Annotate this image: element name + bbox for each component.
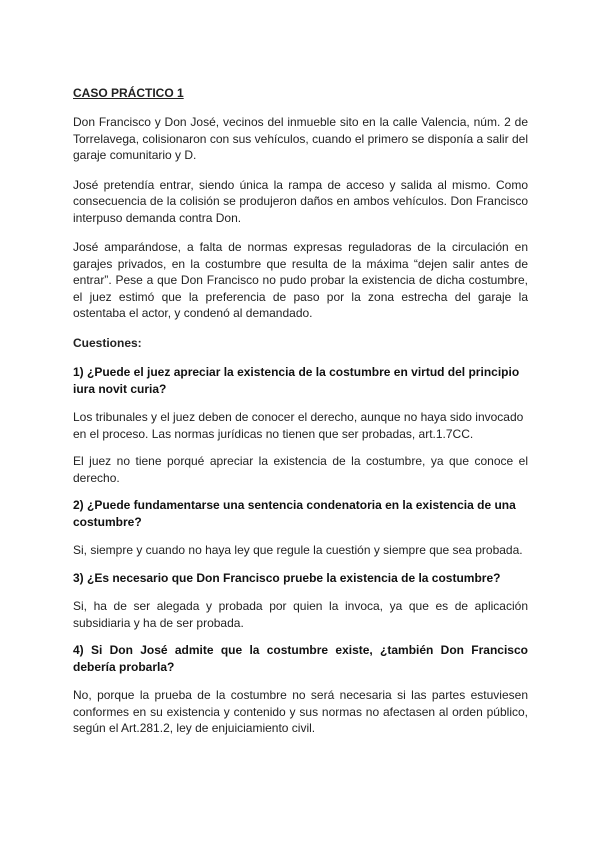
intro-paragraph-1: Don Francisco y Don José, vecinos del inmueble sito en la calle Valencia, núm. 2 de Torrelavega, colisionaron con sus vehículos, cuando el primero se disponía a salir del garaje comunitario y D. bbox=[73, 115, 528, 162]
question-4: 4) Si Don José admite que la costumbre existe, ¿también Don Francisco debería probarla? bbox=[73, 643, 528, 674]
question-2: 2) ¿Puede fundamentarse una sentencia condenatoria en la existencia de una costumbre? bbox=[73, 498, 516, 529]
question-1: 1) ¿Puede el juez apreciar la existencia de la costumbre en virtud del principio iura novit curia? bbox=[73, 365, 520, 396]
questions-heading: Cuestiones: bbox=[73, 335, 142, 350]
answer-1-paragraph-2: El juez no tiene porqué apreciar la existencia de la costumbre, ya que conoce el derecho. bbox=[73, 454, 528, 485]
answer-3: Si, ha de ser alegada y probada por quien la invoca, ya que es de aplicación subsidiaria y ha de ser probada. bbox=[73, 599, 528, 630]
answer-4: No, porque la prueba de la costumbre no será necesaria si las partes estuviesen conformes en su existencia y contenido y sus normas no afectasen al orden público, según el Art.281.2, ley de enjuiciamiento civil. bbox=[73, 688, 528, 735]
document-title: CASO PRÁCTICO 1 bbox=[73, 86, 184, 100]
intro-paragraph-2: José pretendía entrar, siendo única la rampa de acceso y salida al mismo. Como consecuencia de la colisión se produjeron daños en ambos vehículos. Don Francisco interpuso demanda contra Don. bbox=[73, 177, 528, 225]
question-3: 3) ¿Es necesario que Don Francisco pruebe la existencia de la costumbre? bbox=[73, 570, 501, 585]
intro-paragraph-3: José amparándose, a falta de normas expresas reguladoras de la circulación en garajes privados, en la costumbre que resulta de la máxima “dejen salir antes de entrar”. Pese a que Don Francisco no pudo probar la existencia de dicha costumbre, el juez estimó que la preferencia de paso por la zona estrecha del garaje la ostentaba el actor, y condenó al demandado. bbox=[73, 240, 528, 320]
document-page bbox=[73, 86, 528, 737]
answer-1-paragraph-1: Los tribunales y el juez deben de conocer el derecho, aunque no haya sido invocado en el proceso. Las normas jurídicas no tienen que ser probadas, art.1.7CC. bbox=[73, 410, 524, 441]
answer-2: Si, siempre y cuando no haya ley que regule la cuestión y siempre que sea probada. bbox=[73, 543, 523, 557]
